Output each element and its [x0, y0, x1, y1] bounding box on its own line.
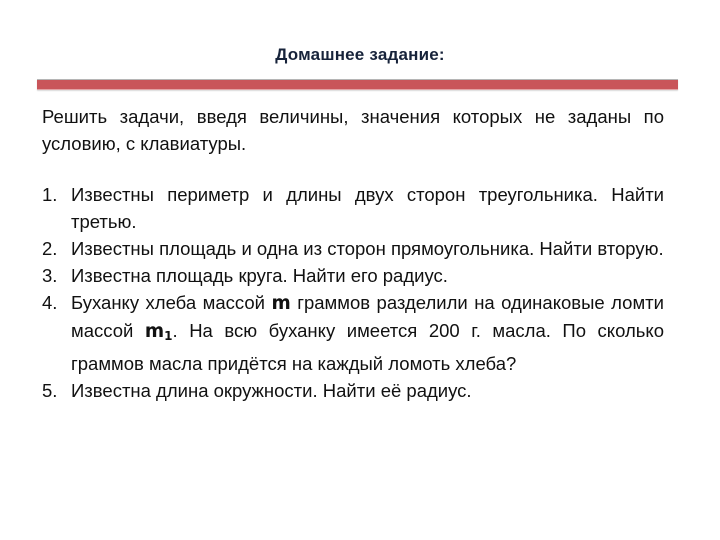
task-text: Известны площадь и одна из сторон прямоугольника. Найти вторую. — [71, 238, 664, 259]
task-text: Известна длина окружности. Найти её радиус. — [71, 380, 472, 401]
task-number: 4. — [42, 292, 58, 313]
task-list — [42, 181, 664, 404]
intro-text: Решить задачи, введя величины, значения которых не заданы по условию, с клавиатуры. — [42, 106, 664, 154]
task-number: 1. — [42, 184, 58, 205]
task-text-part: Буханку хлеба массой — [71, 292, 272, 313]
task-number: 3. — [42, 265, 58, 286]
variable-symbol: m — [144, 321, 165, 342]
task-number: 5. — [42, 380, 58, 401]
title-divider — [37, 79, 678, 90]
task-item-5 — [42, 377, 664, 404]
variable-m: m — [271, 293, 291, 314]
task-text: Известна площадь круга. Найти его радиус. — [71, 265, 448, 286]
variable-m1 — [145, 321, 173, 342]
task-number: 2. — [42, 238, 58, 259]
task-text-part: . На всю буханку имеется 200 г. масла. По сколько граммов масла придётся на каждый ломоть хлеба? — [71, 320, 664, 374]
task-item-4 — [42, 289, 664, 377]
task-text — [71, 289, 664, 377]
task-text-part: граммов разделили на одинаковые ломти массой — [71, 292, 664, 341]
task-text: Известны периметр и длины двух сторон треугольника. Найти третью. — [71, 184, 664, 232]
task-item-2 — [42, 235, 664, 262]
assignment-body — [42, 103, 664, 404]
task-item-3 — [42, 262, 664, 289]
page-title: Домашнее задание: — [275, 45, 445, 64]
variable-subscript: 1 — [164, 329, 173, 343]
task-item-1 — [42, 181, 664, 235]
